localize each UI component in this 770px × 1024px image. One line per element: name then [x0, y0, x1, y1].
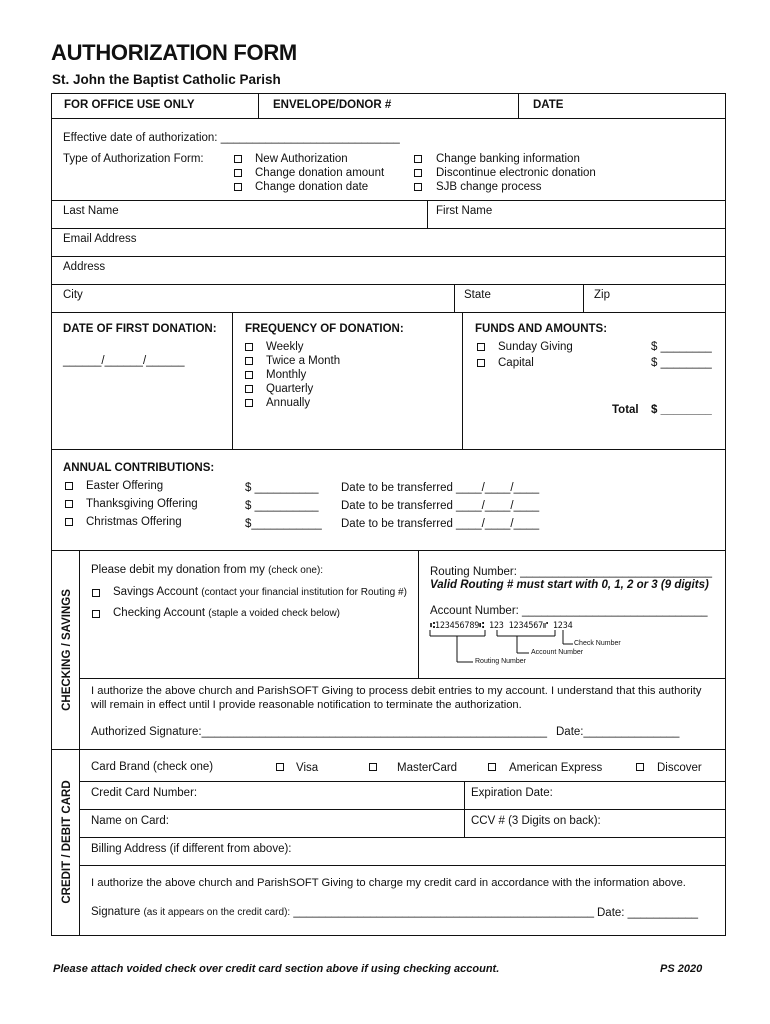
- authorized-signature-field[interactable]: Authorized Signature:______________________________________________________: [91, 726, 547, 738]
- new-authorization-checkbox[interactable]: [234, 155, 242, 163]
- change-amount-checkbox[interactable]: [234, 169, 242, 177]
- annual-transfer-field[interactable]: Date to be transferred ____/____/____: [341, 482, 540, 494]
- card-brand: MasterCard: [397, 762, 458, 774]
- envelope-donor-label: ENVELOPE/DONOR #: [273, 99, 392, 111]
- thanksgiving-checkbox[interactable]: [65, 500, 73, 508]
- annual-item: Easter Offering: [86, 480, 164, 492]
- card-authorization-text: I authorize the above church and ParishSOFT Giving to charge my credit card in accordance with the information above.: [91, 877, 686, 889]
- checking-checkbox[interactable]: [92, 610, 100, 618]
- debit-authorization-text: I authorize the above church and ParishSOFT Giving to process debit entries to my account. I understand that this authority: [91, 685, 702, 697]
- fund-name: Sunday Giving: [498, 341, 573, 353]
- routing-number-callout: Routing Number: [475, 658, 526, 665]
- city-field[interactable]: City: [63, 289, 83, 301]
- checking-label: Checking Account: [113, 607, 206, 619]
- checking-option: [113, 607, 340, 619]
- twice-month-checkbox[interactable]: [245, 357, 253, 365]
- savings-note: (contact your financial institution for Routing #): [201, 587, 407, 598]
- frequency-option: Quarterly: [266, 383, 314, 395]
- savings-option: [113, 586, 407, 598]
- debit-note: (check one):: [268, 565, 324, 576]
- effective-date-field[interactable]: Effective date of authorization: ____________________________: [63, 132, 400, 144]
- option-label: SJB change process: [436, 181, 542, 193]
- visa-checkbox[interactable]: [276, 763, 284, 771]
- credit-debit-side-label: CREDIT / DEBIT CARD: [61, 780, 73, 904]
- annual-amount-field[interactable]: $ __________: [245, 482, 319, 494]
- card-brand: Visa: [296, 762, 319, 774]
- annual-title: ANNUAL CONTRIBUTIONS:: [63, 462, 215, 474]
- option-label: Change banking information: [436, 153, 580, 165]
- quarterly-checkbox[interactable]: [245, 385, 253, 393]
- card-brand: Discover: [657, 762, 702, 774]
- first-donation-date-field[interactable]: ______/______/______: [63, 355, 185, 367]
- signature-label: Signature: [91, 906, 141, 918]
- zip-field[interactable]: Zip: [594, 289, 610, 301]
- capital-checkbox[interactable]: [477, 359, 485, 367]
- frequency-option: Weekly: [266, 341, 304, 353]
- routing-note: Valid Routing # must start with 0, 1, 2 or 3 (9 digits): [430, 579, 709, 591]
- option-label: Discontinue electronic donation: [436, 167, 596, 179]
- funds-title: FUNDS AND AMOUNTS:: [475, 323, 608, 335]
- mastercard-checkbox[interactable]: [369, 763, 377, 771]
- amex-checkbox[interactable]: [488, 763, 496, 771]
- account-number-callout: Account Number: [531, 649, 584, 656]
- frequency-title: FREQUENCY OF DONATION:: [245, 323, 404, 335]
- expiration-field[interactable]: Expiration Date:: [471, 787, 553, 799]
- total-label: Total: [612, 404, 639, 416]
- change-banking-checkbox[interactable]: [414, 155, 422, 163]
- card-number-field[interactable]: Credit Card Number:: [91, 787, 198, 799]
- option-label: New Authorization: [255, 153, 348, 165]
- parish-name: St. John the Baptist Catholic Parish: [52, 72, 281, 87]
- savings-label: Savings Account: [113, 586, 199, 598]
- annual-amount-field[interactable]: $ __________: [245, 500, 319, 512]
- sjb-change-checkbox[interactable]: [414, 183, 422, 191]
- fund-amount-field[interactable]: $ ________: [651, 357, 712, 369]
- check-micr-line: ⑆123456789⑆ 123 1234567⑈ 1234: [430, 621, 573, 631]
- first-donation-title: DATE OF FIRST DONATION:: [63, 323, 217, 335]
- discover-checkbox[interactable]: [636, 763, 644, 771]
- easter-checkbox[interactable]: [65, 482, 73, 490]
- check-number-callout: Check Number: [574, 640, 621, 647]
- frequency-option: Monthly: [266, 369, 307, 381]
- annual-transfer-field[interactable]: Date to be transferred ____/____/____: [341, 500, 540, 512]
- office-use-label: FOR OFFICE USE ONLY: [64, 99, 195, 111]
- card-brand-label: Card Brand (check one): [91, 761, 214, 773]
- name-on-card-field[interactable]: Name on Card:: [91, 815, 169, 827]
- checking-savings-side-label: CHECKING / SAVINGS: [61, 589, 73, 711]
- address-field[interactable]: Address: [63, 261, 106, 273]
- footer-code: PS 2020: [660, 963, 703, 975]
- account-number-field[interactable]: Account Number: _____________________________: [430, 605, 708, 617]
- first-name-field[interactable]: First Name: [436, 205, 493, 217]
- annually-checkbox[interactable]: [245, 399, 253, 407]
- sunday-giving-checkbox[interactable]: [477, 343, 485, 351]
- checking-note: (staple a voided check below): [208, 608, 341, 619]
- email-field[interactable]: Email Address: [63, 233, 137, 245]
- ccv-field[interactable]: CCV # (3 Digits on back):: [471, 815, 601, 827]
- annual-item: Thanksgiving Offering: [86, 498, 198, 510]
- monthly-checkbox[interactable]: [245, 371, 253, 379]
- last-name-field[interactable]: Last Name: [63, 205, 119, 217]
- state-field[interactable]: State: [464, 289, 491, 301]
- christmas-checkbox[interactable]: [65, 518, 73, 526]
- frequency-option: Twice a Month: [266, 355, 341, 367]
- debit-instruction: [91, 564, 323, 576]
- fund-amount-field[interactable]: $ ________: [651, 341, 712, 353]
- card-signature-field[interactable]: [91, 906, 594, 918]
- annual-amount-field[interactable]: $___________: [245, 518, 322, 530]
- auth-type-label: Type of Authorization Form:: [63, 153, 204, 165]
- total-amount-field[interactable]: $ ________: [651, 404, 712, 416]
- header-date-label: DATE: [533, 99, 564, 111]
- annual-transfer-field[interactable]: Date to be transferred ____/____/____: [341, 518, 540, 530]
- routing-number-field[interactable]: Routing Number: ______________________________: [430, 566, 712, 578]
- footer-note: Please attach voided check over credit card section above if using checking account.: [53, 963, 500, 975]
- fund-name: Capital: [498, 357, 534, 369]
- annual-item: Christmas Offering: [86, 516, 182, 528]
- card-date-field[interactable]: Date: ___________: [597, 907, 699, 919]
- option-label: Change donation amount: [255, 167, 385, 179]
- card-brand: American Express: [509, 762, 603, 774]
- debit-authorization-text: will remain in effect until I provide reasonable notification to terminate the authorization.: [91, 699, 522, 711]
- page-title: AUTHORIZATION FORM: [51, 40, 297, 65]
- frequency-option: Annually: [266, 397, 311, 409]
- debit-prefix: Please debit my donation from my: [91, 564, 265, 576]
- authorized-date-field[interactable]: Date:_______________: [556, 726, 680, 738]
- savings-checkbox[interactable]: [92, 589, 100, 597]
- signature-note: (as it appears on the credit card):: [143, 907, 291, 918]
- billing-address-field[interactable]: Billing Address (if different from above):: [91, 843, 292, 855]
- discontinue-checkbox[interactable]: [414, 169, 422, 177]
- signature-line: _______________________________________________: [293, 906, 594, 918]
- change-date-checkbox[interactable]: [234, 183, 242, 191]
- option-label: Change donation date: [255, 181, 369, 193]
- weekly-checkbox[interactable]: [245, 343, 253, 351]
